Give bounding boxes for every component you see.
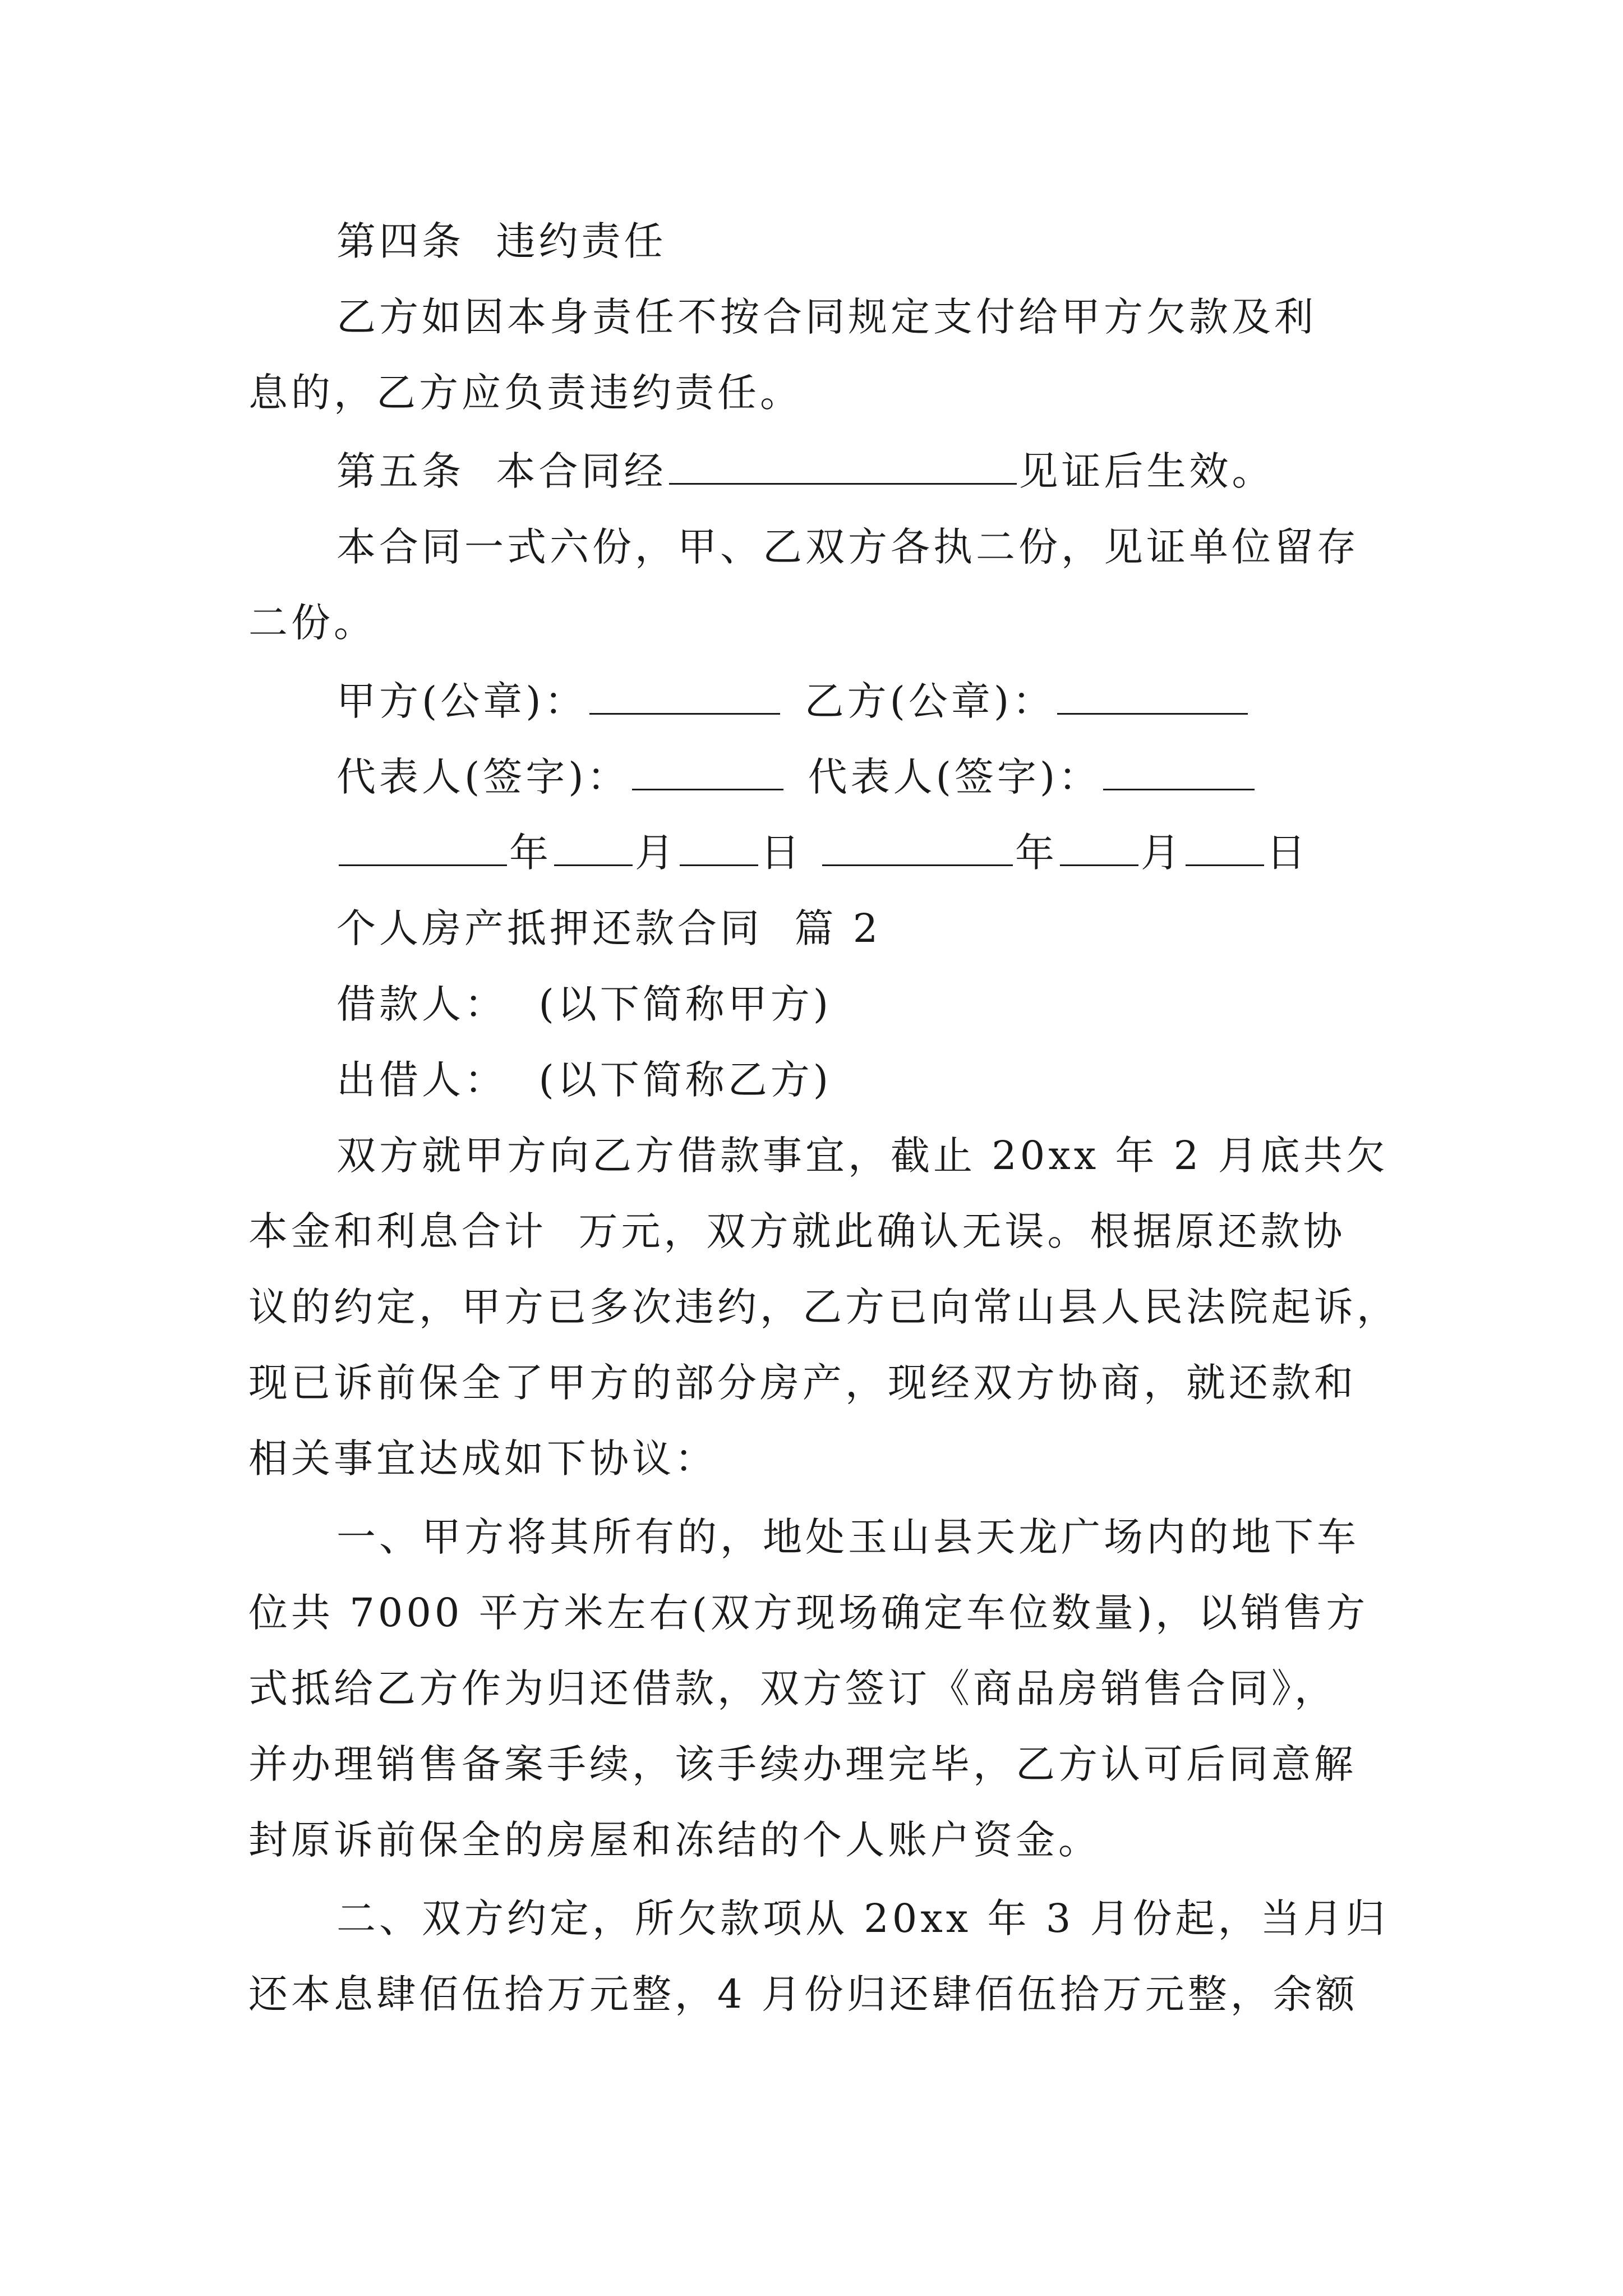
para1-line-1: 双方就甲方向乙方借款事宜，截止 20xx 年 2 月底共欠 <box>336 1133 1389 1179</box>
date-a-day: 日 <box>760 830 803 876</box>
para1-line-4: 现已诉前保全了甲方的部分房产，现经双方协商，就还款和 <box>248 1360 1357 1406</box>
party-b-seal-blank <box>1057 678 1248 715</box>
para3-line-2: 还本息肆佰伍拾万元整，4 月份归还肆佰伍拾万元整，余额 <box>248 1971 1358 2017</box>
article4-heading: 第四条 违约责任 <box>336 218 667 264</box>
party-a-seal-label: 甲方(公章)： <box>336 678 587 724</box>
witness-blank <box>669 448 1017 485</box>
date-b-month: 月 <box>1141 830 1183 876</box>
date-b-year-blank <box>822 830 1013 866</box>
article5-suffix: 见证后生效。 <box>1018 448 1275 494</box>
para2-line-1: 一、甲方将其所有的，地处玉山县天龙广场内的地下车 <box>336 1514 1359 1560</box>
rep-b-label: 代表人(签字)： <box>808 754 1101 800</box>
article5-line <box>336 446 1275 496</box>
party-b-seal-label: 乙方(公章)： <box>804 678 1055 724</box>
copies-line-2: 二份。 <box>248 600 376 646</box>
para2-line-5: 封原诉前保全的房屋和冻结的个人账户资金。 <box>248 1817 1101 1863</box>
date-a-year: 年 <box>509 830 552 876</box>
date-a-month-blank <box>554 830 633 866</box>
para1-line-2: 本金和利息合计 万元，双方就此确认无误。根据原还款协 <box>248 1208 1346 1254</box>
date-a-year-blank <box>339 830 507 866</box>
rep-a-blank <box>632 754 783 790</box>
para2-line-2: 位共 7000 平方米左右(双方现场确定车位数量)，以销售方 <box>248 1590 1369 1636</box>
para3-line-1: 二、双方约定，所欠款项从 20xx 年 3 月份起，当月归 <box>336 1895 1389 1941</box>
rep-b-blank <box>1103 754 1255 790</box>
representative-line <box>336 752 1257 802</box>
date-b-month-blank <box>1060 830 1138 866</box>
article5-prefix: 第五条 本合同经 <box>336 448 667 494</box>
para1-line-3: 议的约定，甲方已多次违约，乙方已向常山县人民法院起诉， <box>248 1284 1399 1330</box>
article4-body-line-2: 息的，乙方应负责违约责任。 <box>248 370 803 416</box>
copies-line-1: 本合同一式六份，甲、乙双方各执二份，见证单位留存 <box>336 524 1359 570</box>
rep-a-label: 代表人(签字)： <box>336 754 630 800</box>
date-b-year: 年 <box>1015 830 1058 876</box>
date-b-day-blank <box>1186 830 1264 866</box>
borrower-line: 借款人： (以下简称甲方) <box>336 981 832 1027</box>
date-a-month: 月 <box>635 830 677 876</box>
lender-line: 出借人： (以下简称乙方) <box>336 1057 832 1103</box>
para1-line-5: 相关事宜达成如下协议： <box>248 1435 717 1481</box>
para2-line-4: 并办理销售备案手续，该手续办理完毕，乙方认可后同意解 <box>248 1741 1357 1787</box>
seal-line <box>336 676 1250 726</box>
date-b-day: 日 <box>1266 830 1309 876</box>
contract2-title: 个人房产抵押还款合同 篇 2 <box>336 905 882 951</box>
para2-line-3: 式抵给乙方作为归还借款，双方签订《商品房销售合同》， <box>248 1665 1337 1711</box>
party-a-seal-blank <box>589 678 780 715</box>
article4-body-line-1: 乙方如因本身责任不按合同规定支付给甲方欠款及利 <box>336 294 1317 340</box>
date-line <box>336 827 1309 878</box>
date-a-day-blank <box>680 830 758 866</box>
